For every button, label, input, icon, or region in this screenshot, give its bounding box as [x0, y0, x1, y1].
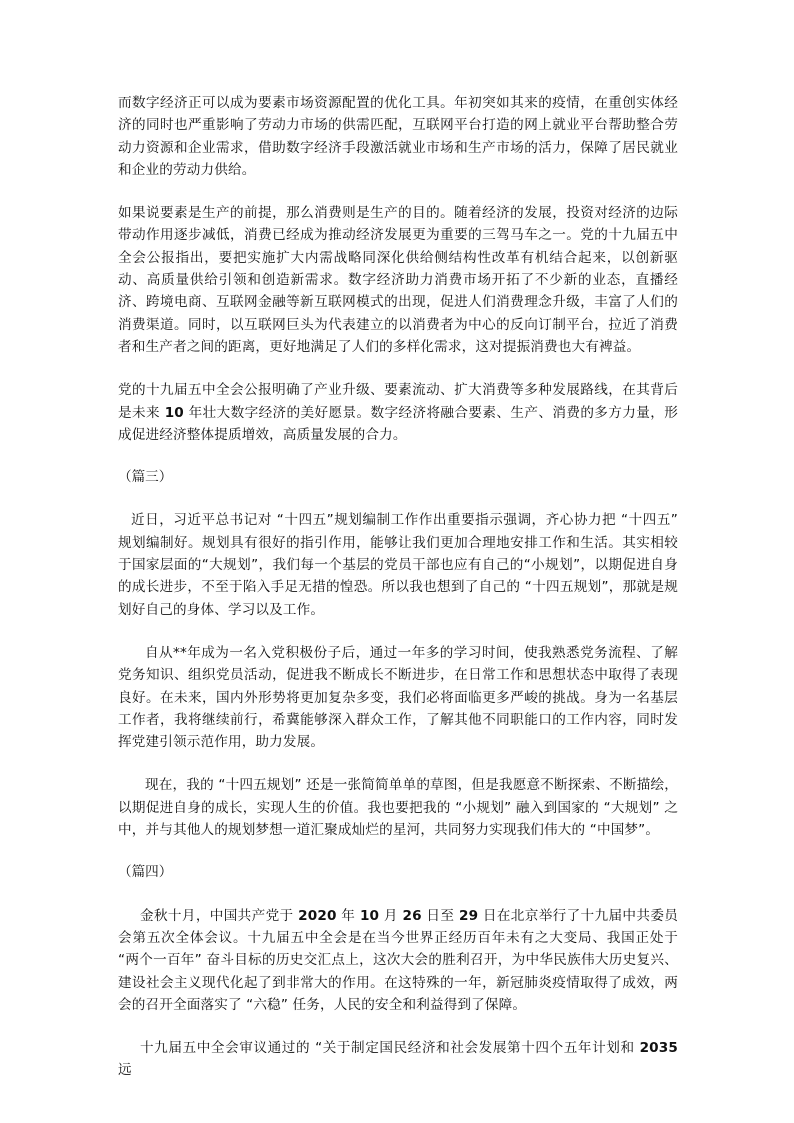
text-segment: 党的十九届五中全会公报明确了产业升级、要素流动、扩大消费等多种发展路线，在其背后是未来	[118, 382, 678, 421]
text-segment: 年	[336, 907, 360, 924]
text-segment: 日至	[421, 907, 459, 924]
year-number: 2020	[298, 907, 337, 924]
text-segment: 远	[118, 1062, 132, 1079]
paragraph-fifth-plenary	[118, 905, 678, 1016]
paragraph-party-activist: 自从**年成为一名入党积极份子后，通过一年多的学习时间，使我熟悉党务流程、了解党务知识、组织党员活动，促进我不断成长不断进步，在日常工作和思想状态中取得了表现良好。在未来，国内外形势将更加复杂多变，我们必将面临更多严峻的挑战。身为一名基层工作者，我将继续前行，希冀能够深入群众工作，了解其他不同职能口的工作内容，同时发挥党建引领示范作用，助力发展。	[118, 644, 678, 751]
paragraph-personal-plan: 现在，我的 “十四五规划” 还是一张简简单单的草图，但是我愿意不断探索、不断描绘，以期促进自身的成长，实现人生的价值。我也要把我的 “小规划” 融入到国家的 “大规划” 之中，并与其他人的规划梦想一道汇聚成灿烂的星河，共同努力实现我们伟大的 “中国梦”。	[118, 777, 678, 839]
text-segment: 月	[379, 907, 403, 924]
section-heading-part-three: （篇三）	[118, 469, 173, 486]
day-start-number: 26	[402, 907, 422, 924]
month-number: 10	[359, 907, 380, 924]
number-ten: 10	[164, 404, 184, 421]
section-heading-part-four: （篇四）	[118, 864, 173, 881]
day-end-number: 29	[458, 907, 479, 924]
paragraph-consumption: 如果说要素是生产的前提，那么消费则是生产的目的。随着经济的发展，投资对经济的边际带动作用逐步减低，消费已经成为推动经济发展更为重要的三驾马车之一。党的十九届五中全会公报指出，要把实施扩大内需战略同深化供给侧结构性改革有机结合起来，以创新驱动、高质量供给引领和创造新需求。数字经济助力消费市场开拓了不少新的业态，直播经济、跨境电商、互联网金融等新互联网模式的出现，促进人们消费理念升级，丰富了人们的消费渠道。同时，以互联网巨头为代表建立的以消费者为中心的反向订制平台，拉近了消费者和生产者之间的距离，更好地满足了人们的多样化需求，这对提振消费也大有裨益。	[118, 205, 678, 355]
paragraph-development-routes	[118, 379, 678, 446]
paragraph-fourteenth-plan-intro: 近日，习近平总书记对 “十四五”规划编制工作作出重要指示强调，齐心协力把 “十四五” 规划编制好。规划具有很好的指引作用，能够让我们更加合理地安排工作和生活。其实相较于国家层面的“大规划”，我们每一个基层的党员干部也应有自己的“小规划”，以期促进自身的成长进步，不至于陷入手足无措的惶恐。所以我也想到了自己的 “十四五规划”，那就是规划好自己的身体、学习以及工作。	[118, 512, 678, 618]
text-segment: 年壮大数字经济的美好愿景。数字经济将融合要素、生产、消费的多方力量，形成促进经济整体提质增效，高质量发展的合力。	[118, 404, 679, 443]
document-page	[118, 92, 678, 1082]
paragraph-labor-market: 而数字经济正可以成为要素市场资源配置的优化工具。年初突如其来的疫情，在重创实体经济的同时也严重影响了劳动力市场的供需匹配，互联网平台打造的网上就业平台帮助整合劳动力资源和企业需求，借助数字经济手段激活就业市场和生产市场的活力，保障了居民就业和企业的劳动力供给。	[118, 95, 678, 178]
text-segment: 金秋十月，中国共产党于	[140, 907, 299, 924]
text-segment: 日在北京举行了十九届中共委员会第五次全体会议。十九届五中全会是在当今世界正经历百年未有之大变局、我国正处于 “两个一百年” 奋斗目标的历史交汇点上，这次大会的胜利召开，为中华民族伟大历史复兴、建设社会主义现代化起了到非常大的作用。在这特殊的一年，新冠肺炎疫情取得了成效，两会的召开全面落实了 “六稳” 任务，人民的安全和利益得到了保障。	[118, 907, 679, 1013]
year-2035-number: 2035	[639, 1040, 678, 1057]
paragraph-fourteenth-five-year-plan	[118, 1037, 678, 1082]
text-segment: 十九届五中全会审议通过的 “关于制定国民经济和社会发展第十四个五年计划和	[140, 1040, 640, 1057]
